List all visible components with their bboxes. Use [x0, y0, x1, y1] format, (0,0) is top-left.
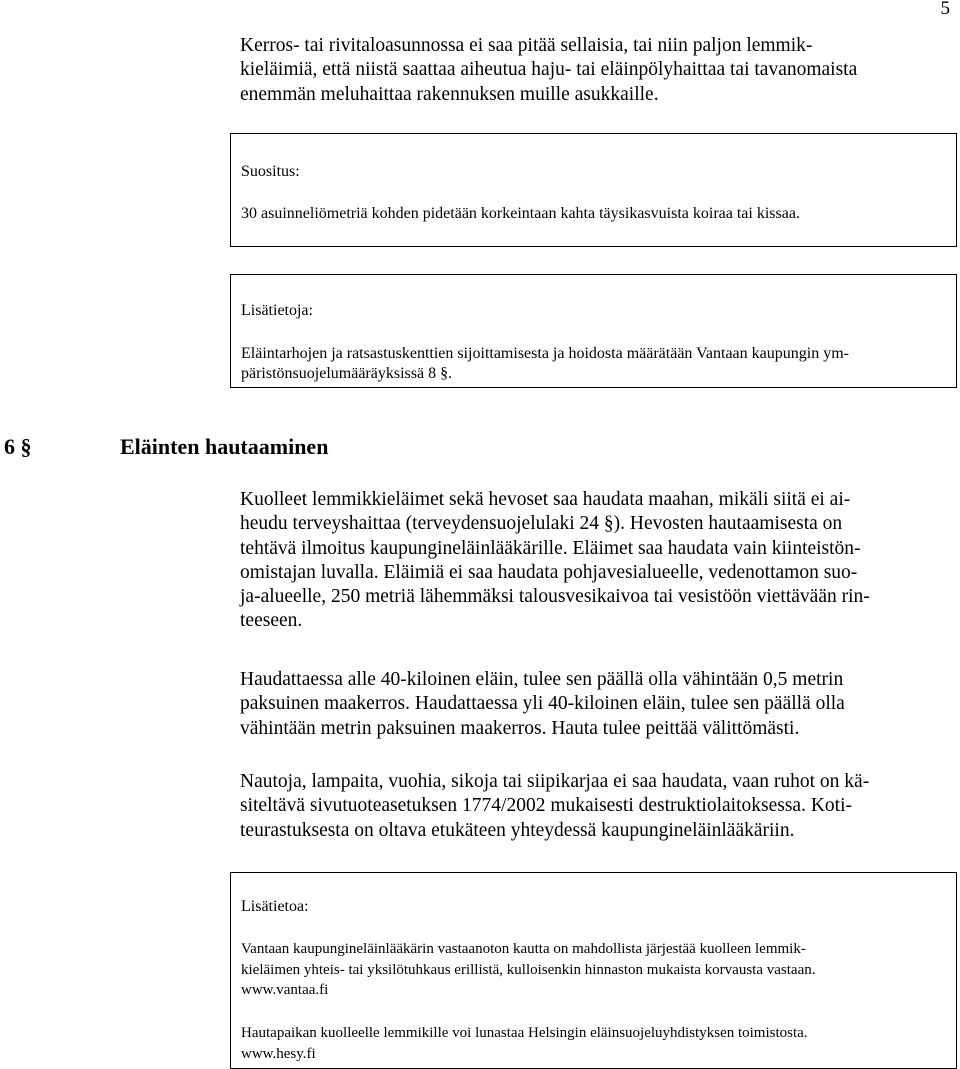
- section-number: 6 §: [4, 434, 32, 459]
- paragraph-line: teeseen.: [240, 610, 303, 632]
- paragraph-line: ja-alueelle, 250 metriä lähemmäksi talousvesikaivoa tai vesistöön viettävään rin-: [240, 586, 870, 608]
- section-paragraph-1: [240, 488, 946, 634]
- info-text: [241, 344, 849, 384]
- intro-line: Kerros- tai rivitaloasunnossa ei saa pitää sellaisia, tai niin paljon lemmik-: [240, 35, 813, 56]
- intro-paragraph: [240, 34, 946, 107]
- intro-line: enemmän meluhaittaa rakennuksen muille asukkaille.: [240, 83, 659, 105]
- info-label: Lisätietoja:: [241, 302, 313, 319]
- paragraph-line: teurastuksesta on oltava etukäteen yhteydessä kaupungineläinlääkäriin.: [240, 819, 795, 841]
- info-box: [230, 274, 957, 388]
- info2-text-1: [241, 939, 815, 1001]
- paragraph-line: omistajan luvalla. Eläimiä ei saa haudata pohjavesialueelle, vedenottamon suo-: [240, 561, 858, 583]
- info2-label: Lisätietoa:: [241, 898, 309, 915]
- section-heading: [4, 434, 604, 460]
- paragraph-line: siteltävä sivutuoteasetuksen 1774/2002 mukaisesti destruktiolaitoksessa. Koti-: [240, 795, 852, 817]
- section-title: Eläinten hautaaminen: [120, 434, 329, 459]
- paragraph-line: paksuinen maakerros. Haudattaessa yli 40-kiloinen eläin, tulee sen päällä olla: [240, 693, 845, 715]
- paragraph-line: Nautoja, lampaita, vuohia, sikoja tai siipikarjaa ei saa haudata, vaan ruhot on kä-: [240, 771, 870, 792]
- intro-line: kieläimiä, että niistä saattaa aiheutua haju- tai eläinpölyhaittaa tai tavanomaista: [240, 59, 858, 81]
- paragraph-line: heudu terveyshaittaa (terveydensuojelulaki 24 §). Hevosten hautaamisesta on: [240, 513, 843, 535]
- paragraph-line: vähintään metrin paksuinen maakerros. Hauta tulee peittää välittömästi.: [240, 717, 800, 739]
- recommendation-box: [230, 133, 957, 247]
- vantaa-link[interactable]: www.vantaa.fi: [241, 982, 329, 998]
- section-paragraph-2: [240, 668, 946, 741]
- info-line: päristönsuojelumääräyksissä 8 §.: [241, 365, 453, 382]
- info2-line: Vantaan kaupungineläinlääkärin vastaanoton kautta on mahdollista järjestää kuolleen lemmik-: [241, 941, 806, 957]
- info-box-2: [230, 872, 957, 1069]
- info2-line: Hautapaikan kuolleelle lemmikille voi lunastaa Helsingin eläinsuojeluyhdistyksen toimistosta.: [241, 1025, 808, 1041]
- recommendation-text: 30 asuinneliömetriä kohden pidetään korkeintaan kahta täysikasvuista koiraa tai kissaa.: [241, 205, 800, 222]
- paragraph-line: Haudattaessa alle 40-kiloinen eläin, tulee sen päällä olla vähintään 0,5 metrin: [240, 669, 844, 690]
- section-paragraph-3: [240, 770, 946, 843]
- info2-text-2: [241, 1023, 808, 1064]
- paragraph-line: Kuolleet lemmikkieläimet sekä hevoset saa haudata maahan, mikäli siitä ei ai-: [240, 489, 851, 510]
- recommendation-label: Suositus:: [241, 163, 300, 180]
- info-line: Eläintarhojen ja ratsastuskenttien sijoittamisesta ja hoidosta määrätään Vantaan kaupungin ym-: [241, 345, 849, 362]
- paragraph-line: tehtävä ilmoitus kaupungineläinlääkärille. Eläimet saa haudata vain kiinteistön-: [240, 537, 861, 559]
- info2-line: kieläimen yhteis- tai yksilötuhkaus erillistä, kulloisenkin hinnaston mukaista korvausta vastaan.: [241, 961, 816, 978]
- hesy-link[interactable]: www.hesy.fi: [241, 1045, 316, 1062]
- page-number: 5: [940, 0, 950, 19]
